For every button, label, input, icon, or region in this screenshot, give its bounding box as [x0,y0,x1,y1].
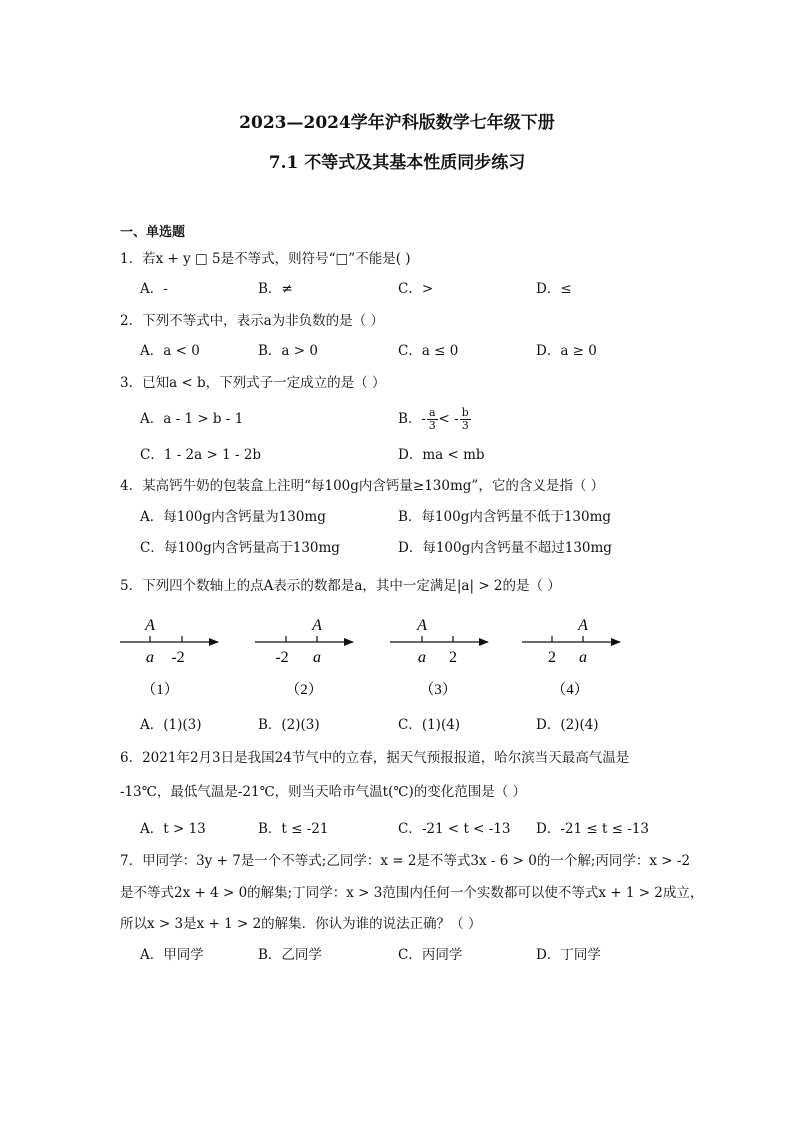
q7-option-d: D．丁同学 [536,947,601,963]
point-a-label: A [312,617,322,634]
q3-option-d: D．ma < mb [398,447,485,463]
q1-option-b: B．≠ [258,281,293,297]
q2-option-a: A．a < 0 [140,343,200,359]
q2-option-d: D．a ≥ 0 [536,343,597,359]
q5-option-c: C．(1)(4) [398,717,461,733]
axis-caption: （4） [551,682,589,698]
document-title: 2023—2024学年沪科版数学七年级下册 [239,113,555,133]
q2-option-b: B．a > 0 [258,343,318,359]
q2-stem: 2．下列不等式中，表示a为非负数的是（ ） [120,313,384,329]
q4-option-b: B．每100g内含钙量不低于130mg [398,509,612,525]
q3-stem: 3．已知a < b，下列式子一定成立的是（ ） [120,375,386,391]
tick-label: a [146,649,154,666]
q3-b-prefix: B．- [398,411,426,427]
q4-option-c: C．每100g内含钙量高于130mg [140,540,340,556]
point-a-label: A [145,617,155,634]
axis-caption: （2） [285,682,323,698]
q3-option-c: C．1 - 2a > 1 - 2b [140,447,262,463]
q5-option-a: A．(1)(3) [140,717,202,733]
q6-option-d: D．-21 ≤ t ≤ -13 [536,821,650,837]
tick-label: 2 [449,649,457,666]
q7-option-a: A．甲同学 [140,947,204,963]
q3-option-a: A．a - 1 > b - 1 [140,411,244,427]
axis-caption: （3） [419,682,457,698]
q7-stem-line3: 所以x > 3是x + 1 > 2的解集．你认为谁的说法正确？（ ） [120,916,482,932]
number-line-3 [390,617,488,698]
q5-stem: 5．下列四个数轴上的点A表示的数都是a，其中一定满足|a| > 2的是（ ） [120,578,561,594]
q6-option-a: A．t > 13 [140,821,206,837]
tick-label: -2 [275,649,289,666]
q7-option-c: C．丙同学 [398,947,463,963]
number-line-1 [120,617,218,698]
q5-number-lines [110,610,640,705]
tick-label: -2 [171,649,185,666]
section-heading: 一、单选题 [120,225,186,240]
q1-option-c: C．> [398,281,434,297]
q3-option-b [398,402,472,436]
tick-label: a [579,649,587,666]
q4-option-a: A．每100g内含钙量为130mg [140,509,326,525]
q6-stem-line1: 6．2021年2月3日是我国24节气中的立春，据天气预报报道，哈尔滨当天最高气温是 [120,750,630,766]
q3-b-fraction-1: $\frac{a}{3}$ [428,406,436,432]
tick-label: a [418,649,426,666]
q6-stem-line2: -13℃，最低气温是-21℃，则当天哈市气温t(℃)的变化范围是（ ） [120,784,527,800]
q4-option-d: D．每100g内含钙量不超过130mg [398,540,612,556]
q1-stem: 1．若x + y □ 5是不等式，则符号“□”不能是( ) [120,251,411,267]
q1-option-a: A．- [140,281,168,297]
point-a-label: A [417,617,427,634]
axis-caption: （1） [141,682,179,698]
q7-stem-line2: 是不等式2x + 4 > 0的解集;丁同学：x > 3范围内任何一个实数都可以使不等式x + 1 > 2成立， [120,885,704,901]
q7-option-b: B．乙同学 [258,947,322,963]
number-line-2 [255,617,353,698]
q7-stem-line1: 7．甲同学：3y + 7是一个不等式;乙同学：x = 2是不等式3x - 6 > 0的一个解;丙同学：x > -2 [120,853,691,869]
q3-b-middle: < - [438,411,459,427]
q5-option-d: D．(2)(4) [536,717,599,733]
number-line-4 [522,617,620,698]
point-a-label: A [578,617,588,634]
q6-option-c: C．-21 < t < -13 [398,821,511,837]
document-subtitle: 7.1 不等式及其基本性质同步练习 [268,153,526,173]
q1-option-d: D．≤ [536,281,572,297]
q5-option-b: B．(2)(3) [258,717,320,733]
tick-label: 2 [548,649,556,666]
tick-label: a [313,649,321,666]
q6-option-b: B．t ≤ -21 [258,821,329,837]
q2-option-c: C．a ≤ 0 [398,343,459,359]
q4-stem: 4．某高钙牛奶的包装盒上注明“每100g内含钙量≥130mg”，它的含义是指（ ） [120,478,605,494]
q3-b-fraction-2: $\frac{b}{3}$ [461,406,469,432]
